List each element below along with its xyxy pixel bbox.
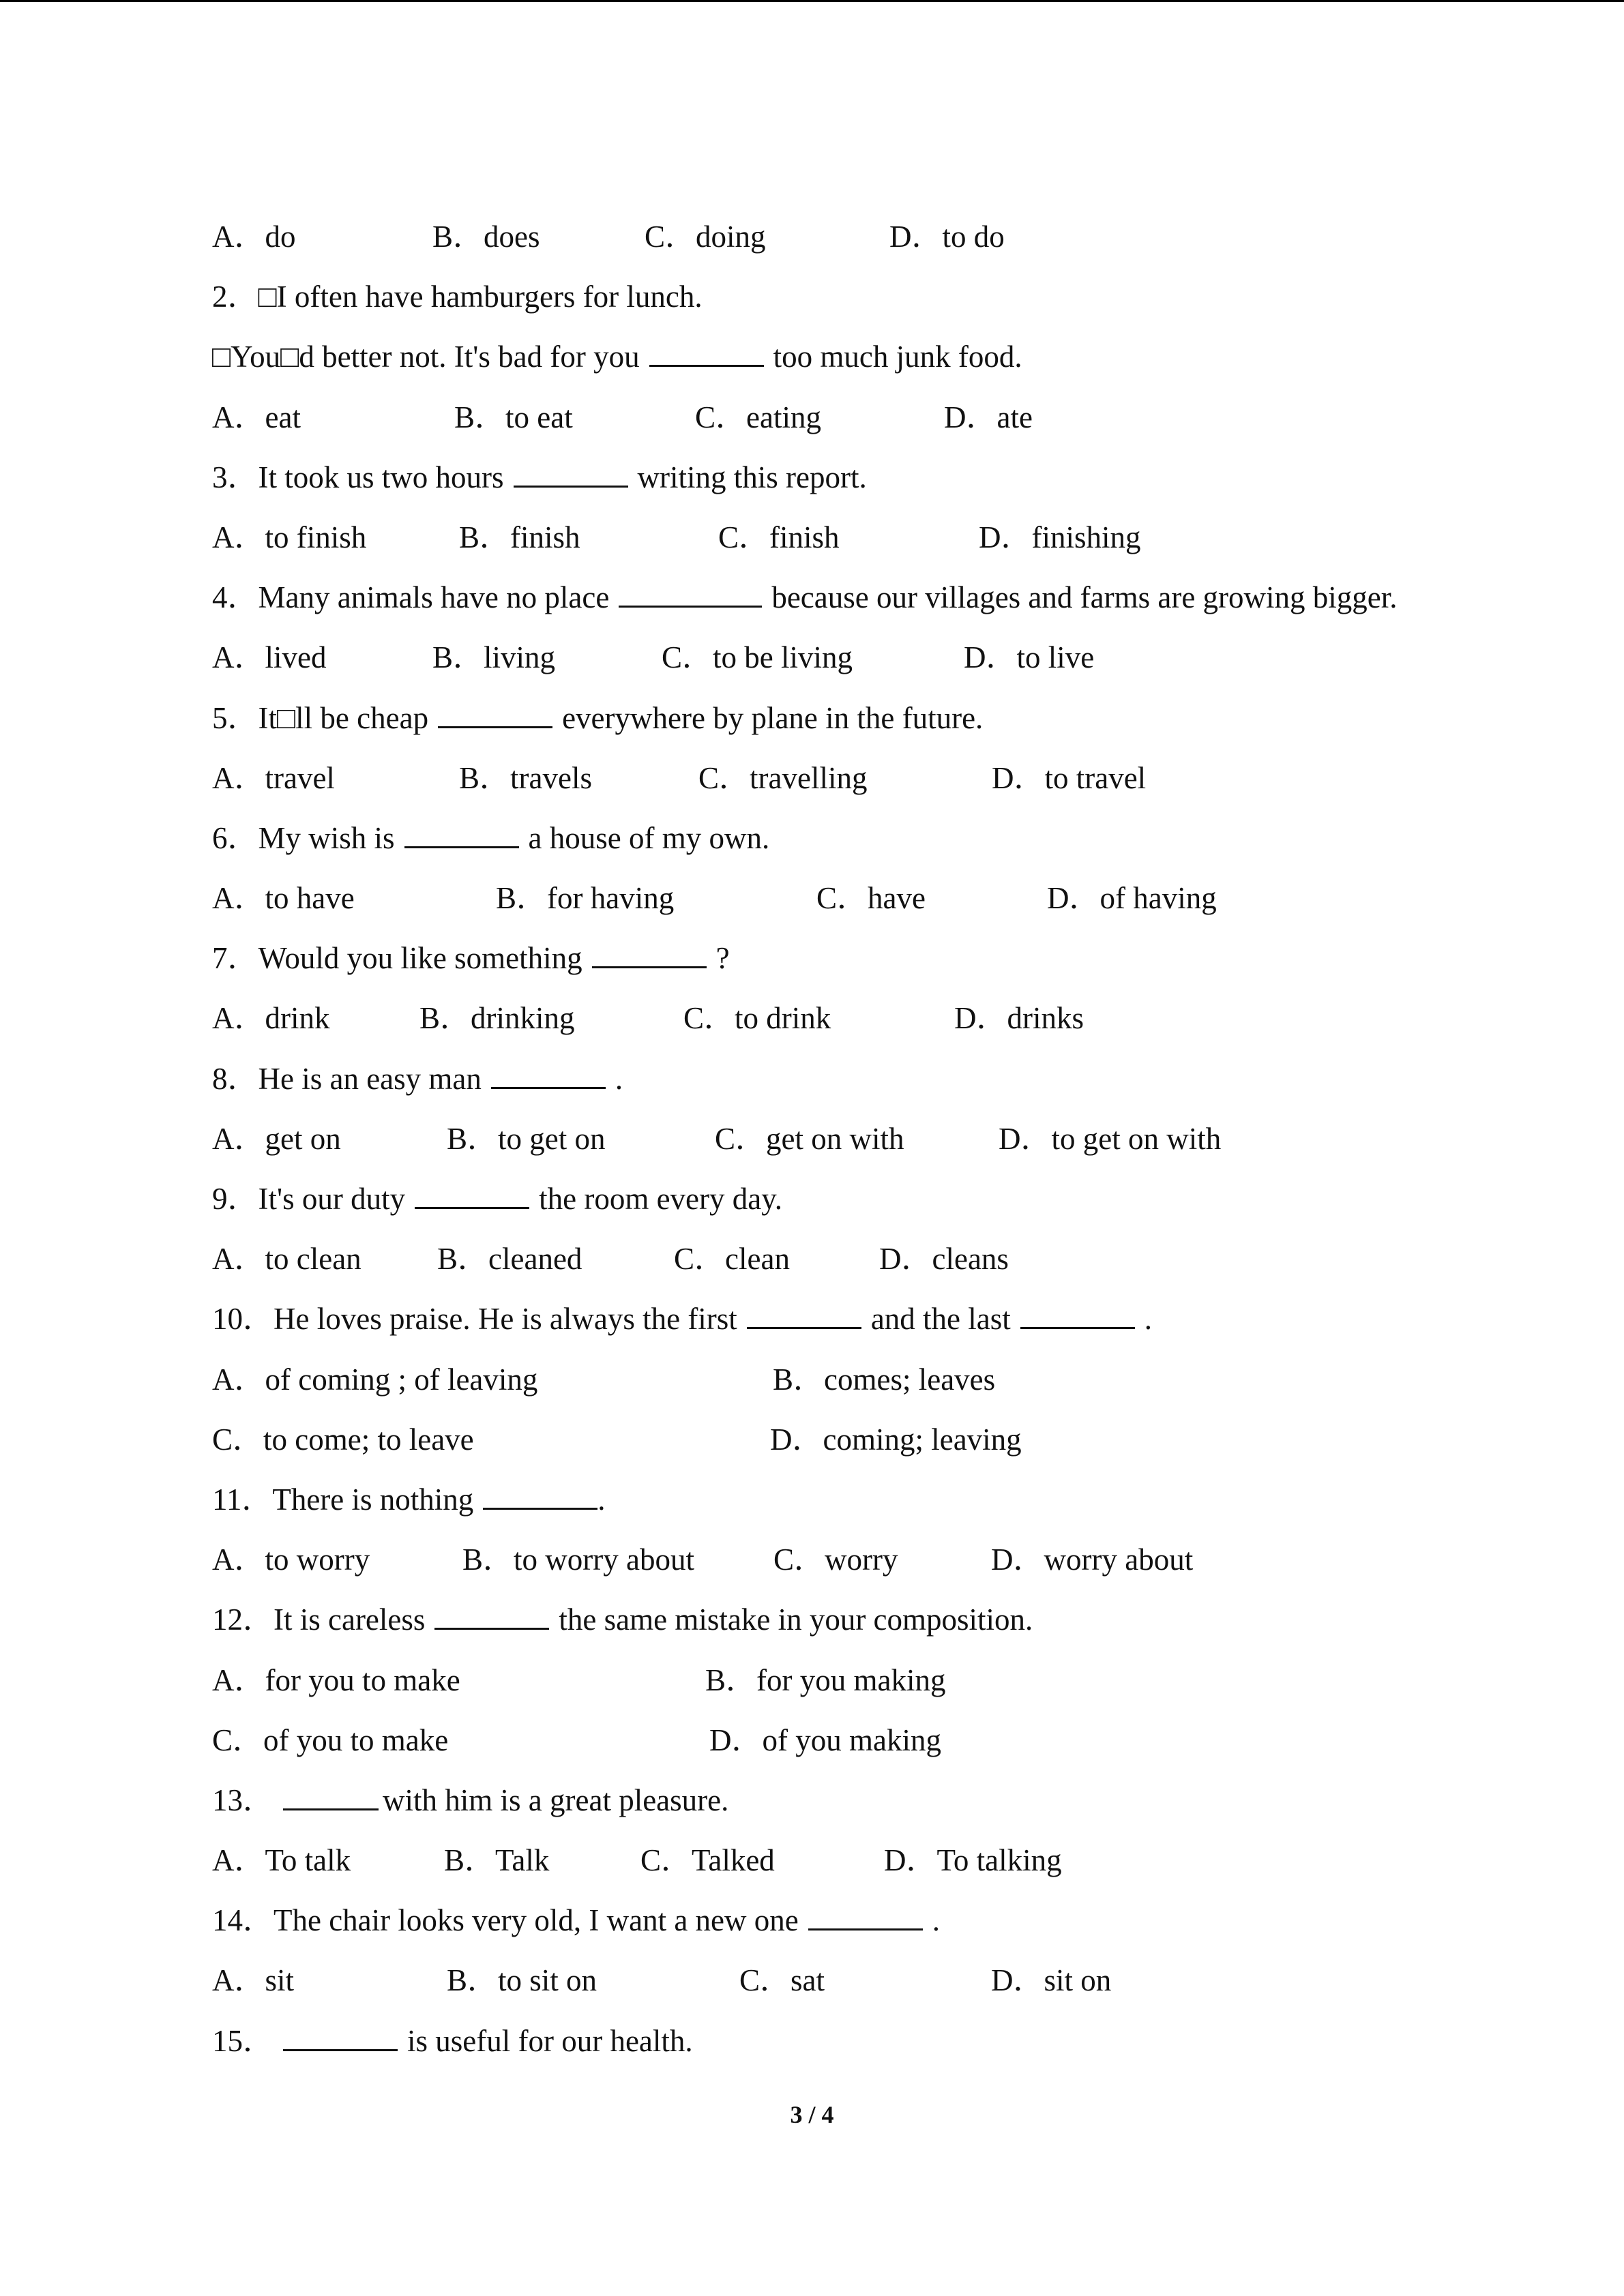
options-row: [212, 994, 1563, 1054]
question-text: .: [615, 1061, 623, 1096]
option-d: D．of you making: [709, 1723, 941, 1757]
options-row: [212, 393, 1563, 453]
answer-blank: [592, 935, 707, 968]
option-d: D．coming; leaving: [770, 1422, 1022, 1457]
answer-blank: [1020, 1296, 1135, 1329]
question-13: [212, 1776, 1563, 1836]
options-row: [212, 1115, 1563, 1175]
exercise-content: [212, 213, 1563, 2077]
option-a: A．to have: [212, 881, 355, 916]
option-c: C．finish: [718, 520, 840, 554]
option-a: A．do: [212, 220, 296, 254]
option-d: D．ate: [944, 400, 1033, 434]
question-2: [212, 273, 1563, 333]
question-text: the same mistake in your composition.: [559, 1602, 1033, 1637]
answer-blank: [747, 1296, 861, 1329]
option-b: B．for you making: [705, 1663, 946, 1697]
option-b: B．to get on: [447, 1121, 606, 1156]
option-b: B．living: [432, 640, 556, 675]
option-c: C．sat: [739, 1963, 825, 1998]
question-11: [212, 1476, 1563, 1536]
option-b: B．cleaned: [437, 1242, 582, 1277]
question-7: [212, 934, 1563, 994]
answer-blank: [283, 2018, 398, 2051]
question-15: [212, 2017, 1563, 2077]
option-c: C．of you to make: [212, 1723, 449, 1757]
question-text: 10．He loves praise. He is always the first: [212, 1302, 737, 1337]
option-c: C．worry: [773, 1542, 898, 1577]
question-text: 7．Would you like something: [212, 941, 582, 976]
question-10: [212, 1295, 1563, 1355]
question-9: [212, 1175, 1563, 1235]
question-text: 14．The chair looks very old, I want a new one: [212, 1903, 799, 1938]
question-5: [212, 694, 1563, 754]
option-c: C．eating: [695, 400, 821, 434]
page-number: 3 / 4: [790, 2101, 834, 2128]
answer-blank: [808, 1897, 923, 1930]
question-text: everywhere by plane in the future.: [562, 700, 984, 735]
option-a: A．lived: [212, 640, 327, 675]
option-c: C．travelling: [698, 760, 868, 795]
answer-blank: [283, 1777, 379, 1810]
options-row: [212, 1716, 1563, 1776]
option-c: C．clean: [674, 1242, 790, 1277]
question-6: [212, 814, 1563, 874]
question-text: ?: [715, 941, 730, 976]
option-c: C．to be living: [662, 640, 853, 675]
option-b: B．comes; leaves: [773, 1362, 996, 1397]
question-2-reply: [212, 333, 1563, 393]
option-a: A．of coming ; of leaving: [212, 1362, 538, 1397]
question-text: with him is a great pleasure.: [383, 1783, 729, 1817]
option-d: D．cleans: [879, 1242, 1009, 1277]
option-c: C．have: [816, 881, 926, 916]
option-a: A．for you to make: [212, 1663, 460, 1697]
question-14: [212, 1896, 1563, 1956]
options-row: [212, 633, 1563, 694]
option-b: B．to eat: [454, 400, 573, 434]
option-b: B．Talk: [444, 1843, 550, 1878]
question-text: 4．Many animals have no place: [212, 580, 610, 615]
option-b: B．does: [432, 220, 540, 254]
option-d: D．to do: [889, 220, 1005, 254]
question-text: 8．He is an easy man: [212, 1061, 482, 1096]
option-b: B．drinking: [419, 1001, 575, 1036]
question-text: because our villages and farms are growing bigger.: [771, 580, 1398, 615]
option-d: D．to travel: [992, 760, 1147, 795]
option-c: C．doing: [645, 220, 766, 254]
question-8: [212, 1055, 1563, 1115]
question-text: 12．It is careless: [212, 1602, 426, 1637]
question-text: 11．There is nothing: [212, 1482, 474, 1517]
answer-blank: [438, 695, 552, 728]
option-a: A．to clean: [212, 1242, 361, 1277]
answer-blank: [415, 1176, 529, 1209]
option-a: A．drink: [212, 1001, 330, 1036]
answer-blank: [483, 1476, 597, 1510]
question-text: a house of my own.: [528, 820, 770, 855]
question-4: [212, 573, 1563, 633]
option-c: C．Talked: [640, 1843, 775, 1878]
option-d: D．sit on: [991, 1963, 1112, 1998]
question-text: 9．It's our duty: [212, 1182, 406, 1216]
answer-blank: [434, 1596, 549, 1630]
option-a: A．sit: [212, 1963, 295, 1998]
question-text: 3．It took us two hours: [212, 460, 504, 494]
question-text: .: [597, 1482, 606, 1517]
option-d: D．finishing: [979, 520, 1141, 554]
question-text: 13．: [212, 1783, 274, 1817]
option-b: B．finish: [459, 520, 580, 554]
option-d: D．To talking: [884, 1843, 1062, 1878]
answer-blank: [619, 574, 762, 608]
question-text: writing this report.: [637, 460, 867, 494]
option-a: A．eat: [212, 400, 301, 434]
question-text: is useful for our health.: [407, 2023, 693, 2058]
question-text: 5．It□ll be cheap: [212, 700, 429, 735]
options-row: [212, 1356, 1563, 1416]
option-a: A．travel: [212, 760, 335, 795]
option-a: A．to finish: [212, 520, 367, 554]
answer-blank: [514, 454, 628, 488]
option-c: C．get on with: [715, 1121, 904, 1156]
page-top-border: [0, 0, 1624, 2]
option-d: D．of having: [1047, 881, 1217, 916]
question-text: □You□d better not. It's bad for you: [212, 340, 640, 374]
option-a: A．To talk: [212, 1843, 351, 1878]
question-text: the room every day.: [539, 1182, 783, 1216]
options-row: [212, 874, 1563, 934]
options-row: [212, 754, 1563, 814]
option-d: D．drinks: [954, 1001, 1084, 1036]
answer-blank: [491, 1056, 606, 1089]
question-text: 2．□I often have hamburgers for lunch.: [212, 280, 703, 314]
question-text: .: [932, 1903, 940, 1938]
options-row: [212, 1235, 1563, 1295]
option-b: B．for having: [496, 881, 675, 916]
option-d: D．to get on with: [999, 1121, 1222, 1156]
question-3: [212, 453, 1563, 513]
question-text: .: [1144, 1302, 1153, 1337]
options-row: [212, 1956, 1563, 2016]
question-text: too much junk food.: [773, 340, 1022, 374]
options-row: [212, 1656, 1563, 1716]
question-text: 15．: [212, 2023, 274, 2058]
question-text: 6．My wish is: [212, 820, 395, 855]
answer-blank: [649, 333, 764, 367]
option-c: C．to come; to leave: [212, 1422, 474, 1457]
options-row: [212, 213, 1563, 273]
options-row: [212, 513, 1563, 573]
answer-blank: [404, 815, 519, 848]
options-row: [212, 1416, 1563, 1476]
question-12: [212, 1596, 1563, 1656]
option-a: A．get on: [212, 1121, 341, 1156]
options-row: [212, 1836, 1563, 1896]
option-c: C．to drink: [683, 1001, 831, 1036]
question-text: and the last: [870, 1302, 1011, 1337]
option-a: A．to worry: [212, 1542, 370, 1577]
option-b: B．to sit on: [447, 1963, 597, 1998]
option-d: D．to live: [964, 640, 1095, 675]
option-b: B．to worry about: [462, 1542, 694, 1577]
options-row: [212, 1536, 1563, 1596]
option-b: B．travels: [459, 760, 592, 795]
option-d: D．worry about: [991, 1542, 1194, 1577]
